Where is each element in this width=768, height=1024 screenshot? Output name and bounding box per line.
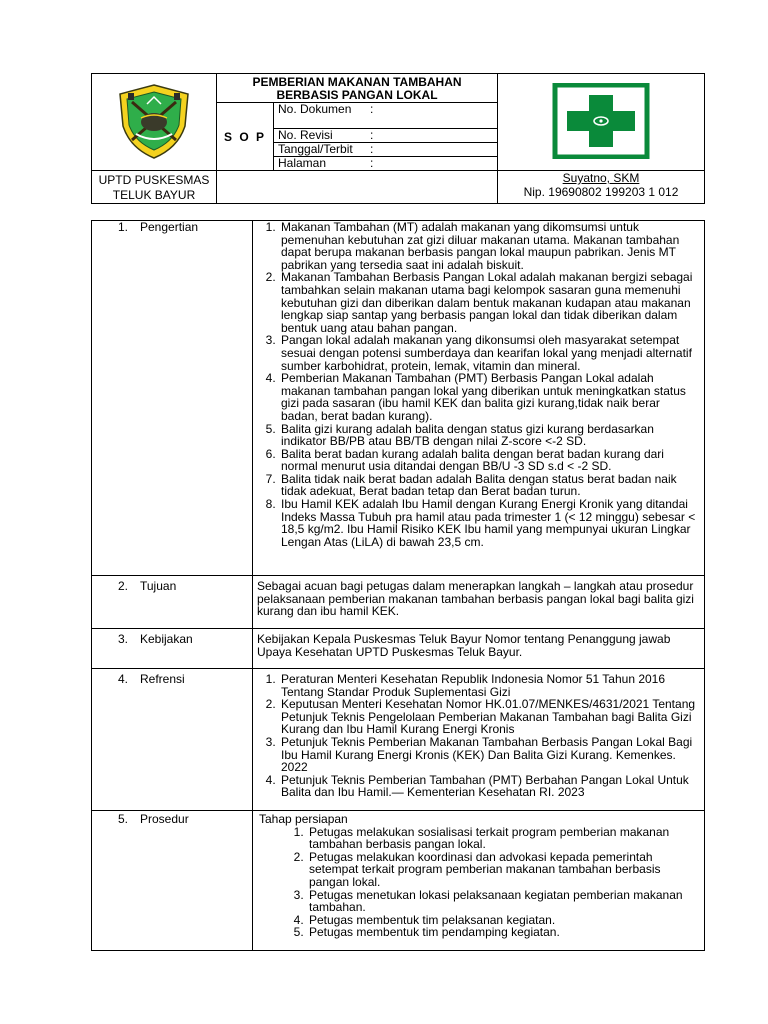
list-item: 8. Ibu Hamil KEK adalah Ibu Hamil dengan Kurang Energi Kronik yang ditandai Indeks Massa Tubuh pra hamil atau pada trimester 1 (< 12 minggu) sebesar < 18,5 kg/m2. Ibu Hamil Risiko KEK Ibu hamil yang mempunyai ukuran Lingkar Lengan Atas (LiLA) di bawah 23,5 cm.: [279, 498, 698, 548]
section-heading: 1. Pengertian: [92, 221, 253, 576]
section-body: Kebijakan Kepala Puskesmas Teluk Bayur Nomor tentang Penanggung jawab Upaya Kesehatan UPTD Puskesmas Teluk Bayur.: [253, 629, 705, 669]
organization-name: UPTD PUSKESMAS TELUK BAYUR: [92, 171, 217, 204]
sop-content-table: [91, 220, 705, 951]
list-item: 6. Balita berat badan kurang adalah balita dengan berat badan kurang dari normal menurut usia ditandai dengan BB/U -3 SD s.d < -2 SD.: [279, 448, 698, 473]
list-item: 5. Balita gizi kurang adalah balita dengan status gizi kurang berdasarkan indikator BB/PB atau BB/TB dengan nilai Z-score <-2 SD.: [279, 423, 698, 448]
procedure-list: [257, 826, 698, 939]
list-item: 2. Makanan Tambahan Berbasis Pangan Lokal adalah makanan bergizi sebagai tambahkan selain makanan utama bagi kelompok sasaran guna memenuhi kebutuhan gizi dan diberikan dalam bentuk makanan kudapan atau makanan lengkap siap santap yang berbasis pangan lokal dan tidak diberikan dalam bentuk uang atau bahan pangan.: [279, 271, 698, 334]
section-body: [253, 811, 705, 951]
list-item: 3. Petunjuk Teknis Pemberian Makanan Tambahan Berbasis Pangan Lokal Bagi Ibu Hamil Kurang Energi Kronis (KEK) Dan Balita Gizi Kurang. Kemenkes. 2022: [279, 736, 698, 774]
section-body: [253, 669, 705, 811]
list-item: 4. Pemberian Makanan Tambahan (PMT) Berbasis Pangan Lokal adalah makanan tambahan pangan lokal yang diberikan untuk meningkatkan status gizi pada sasaran (ibu hamil KEK dan balita gizi kurang,tidak naik berar badan, berat badan kurang).: [279, 372, 698, 422]
section-body: Sebagai acuan bagi petugas dalam menerapkan langkah – langkah atau prosedur pelaksanaan pemberian makanan tambahan berbasis pangan lokal bagi balita gizi kurang dan ibu hamil KEK.: [253, 576, 705, 629]
sop-label: S O P: [217, 103, 274, 171]
signer-block: [498, 171, 705, 204]
list-item: 2. Keputusan Menteri Kesehatan Nomor HK.01.07/MENKES/4631/2021 Tentang Petunjuk Teknis Pengelolaan Pemberian Makanan Tambahan bagi Balita Gizi Kurang dan Ibu Hamil Kurang Energi Kronis: [279, 698, 698, 736]
section-prosedur: [92, 811, 705, 951]
list-item: 4. Petugas membentuk tim pelaksanan kegiatan.: [307, 914, 698, 927]
section-pengertian: [92, 221, 705, 576]
list-item: 5. Petugas membentuk tim pendamping kegiatan.: [307, 926, 698, 939]
signer-nip: Nip. 19690802 199203 1 012: [523, 185, 679, 199]
document-title: [217, 74, 498, 103]
sop-header-table: [91, 73, 705, 204]
health-cross-logo-cell: [498, 74, 705, 171]
field-halaman: Halaman :: [274, 157, 498, 171]
section-heading: 5. Prosedur: [92, 811, 253, 951]
list-item: 3. Pangan lokal adalah makanan yang dikonsumsi oleh masyarakat setempat sesuai dengan potensi sumberdaya dan kearifan lokal yang menjadi alternatif sumber karbohidrat, protein, lemak, vitamin dan mineral.: [279, 334, 698, 372]
title-line-2: BERBASIS PANGAN LOKAL: [276, 88, 438, 102]
health-cross-icon: [551, 83, 651, 159]
section-heading: 2. Tujuan: [92, 576, 253, 629]
section-tujuan: [92, 576, 705, 629]
empty-cell: [217, 171, 498, 204]
list-item: 1. Petugas melakukan sosialisasi terkait program pemberian makanan tambahan berbasis pangan lokal.: [307, 826, 698, 851]
list-item: 1. Peraturan Menteri Kesehatan Republik Indonesia Nomor 51 Tahun 2016 Tentang Standar Produk Suplementasi Gizi: [279, 673, 698, 698]
list-item: 1. Makanan Tambahan (MT) adalah makanan yang dikomsumsi untuk pemenuhan kebutuhan zat gizi diluar makanan utama. Makanan tambahan dapat berupa makanan berbasis pangan lokal maupun pabrikan. Jenis MT pabrikan yang tersedia saat ini adalah biskuit.: [279, 221, 698, 271]
reference-list: [257, 673, 698, 799]
list-item: 4. Petunjuk Teknis Pemberian Tambahan (PMT) Berbahan Pangan Lokal Untuk Balita dan Ibu Hamil.— Kementerian Kesehatan RI. 2023: [279, 774, 698, 799]
list-item: 2. Petugas melakukan koordinasi dan advokasi kepada pemerintah setempat terkait program pemberian makanan tambahan berbasis pangan lokal.: [307, 851, 698, 889]
field-tanggal-terbit: Tanggal/Terbit :: [274, 143, 498, 157]
field-no-dokumen: No. Dokumen :: [274, 103, 498, 129]
subsection-title: Tahap persiapan: [259, 812, 348, 826]
section-body: [253, 221, 705, 576]
section-kebijakan: [92, 629, 705, 669]
title-line-1: PEMBERIAN MAKANAN TAMBAHAN: [252, 75, 462, 89]
list-item: 3. Petugas menetukan lokasi pelaksanaan kegiatan pemberian makanan tambahan.: [307, 889, 698, 914]
regency-emblem-cell: [92, 74, 217, 171]
list-item: 7. Balita tidak naik berat badan adalah Balita dengan status berat badan naik tidak adekuat, Berat badan tetap dan Berat badan turun.: [279, 473, 698, 498]
section-heading: 3. Kebijakan: [92, 629, 253, 669]
definition-list: [257, 221, 698, 548]
signer-name: Suyatno, SKM: [562, 171, 640, 185]
regency-emblem-icon: [114, 82, 194, 160]
section-refrensi: [92, 669, 705, 811]
section-heading: 4. Refrensi: [92, 669, 253, 811]
field-no-revisi: No. Revisi :: [274, 129, 498, 143]
